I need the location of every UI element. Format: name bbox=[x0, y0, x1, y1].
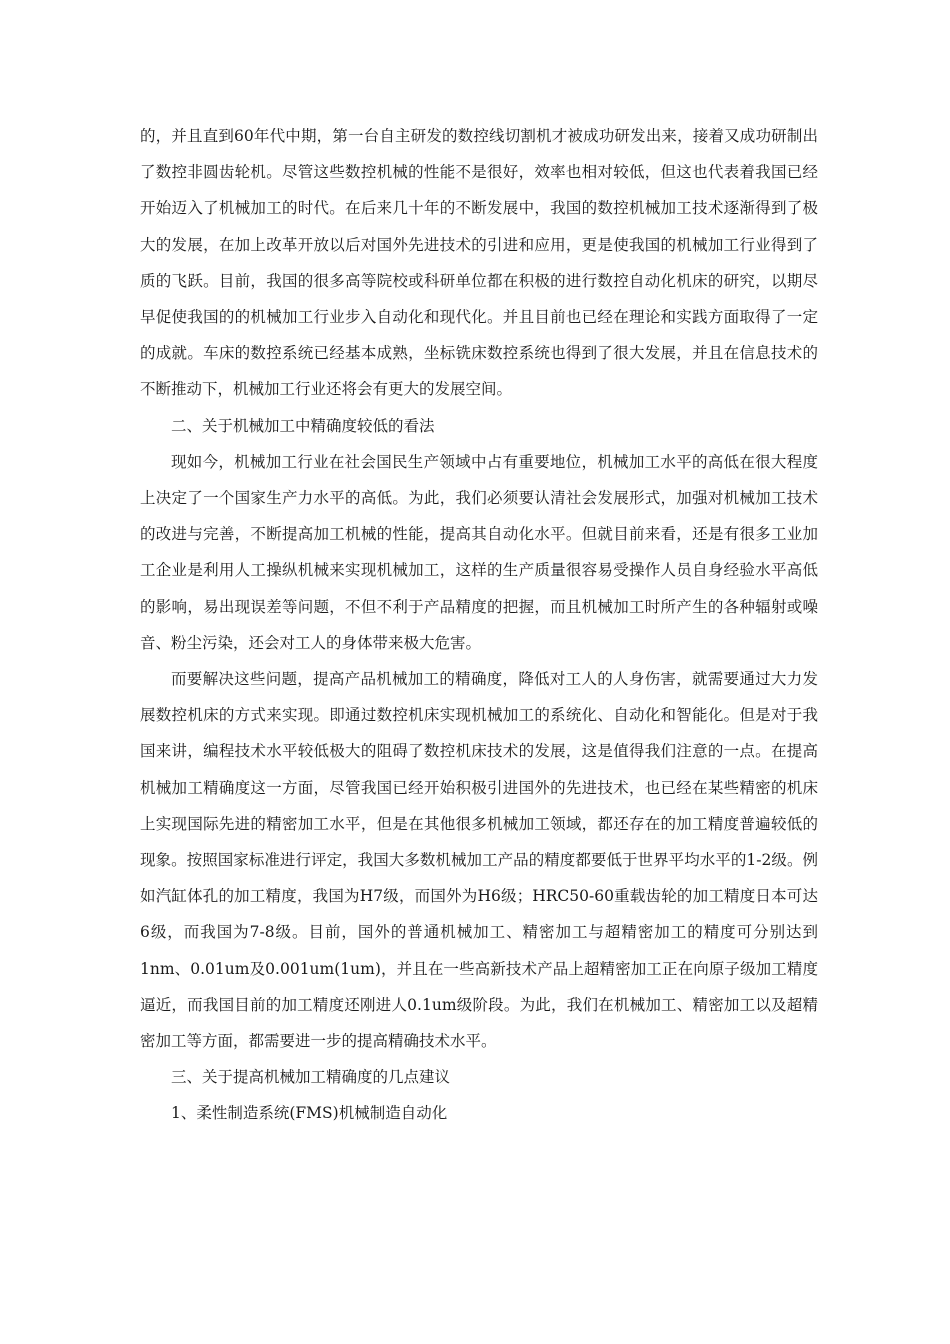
body-paragraph: 的，并且直到60年代中期，第一台自主研发的数控线切割机才被成功研发出来，接着又成功研制出了数控非圆齿轮机。尽管这些数控机械的性能不是很好，效率也相对较低，但这也代表着我国已经开始迈入了机械加工的时代。在后来几十年的不断发展中，我国的数控机械加工技术逐渐得到了极大的发展，在加上改革开放以后对国外先进技术的引进和应用，更是使我国的机械加工行业得到了质的飞跃。目前，我国的很多高等院校或科研单位都在积极的进行数控自动化机床的研究，以期尽早促使我国的的机械加工行业步入自动化和现代化。并且目前也已经在理论和实践方面取得了一定的成就。车床的数控系统已经基本成熟，坐标铣床数控系统也得到了很大发展，并且在信息技术的不断推动下，机械加工行业还将会有更大的发展空间。 bbox=[140, 127, 818, 399]
subsection-heading-1: 1、柔性制造系统(FMS)机械制造自动化 bbox=[171, 1104, 448, 1123]
document-body bbox=[140, 118, 818, 1132]
body-paragraph: 而要解决这些问题，提高产品机械加工的精确度，降低对工人的人身伤害，就需要通过大力发展数控机床的方式来实现。即通过数控机床实现机械加工的系统化、自动化和智能化。但是对于我国来讲，编程技术水平较低极大的阻碍了数控机床技术的发展，这是值得我们注意的一点。在提高机械加工精确度这一方面，尽管我国已经开始积极引进国外的先进技术，也已经在某些精密的机床上实现国际先进的精密加工水平，但是在其他很多机械加工领域，都还存在的加工精度普遍较低的现象。按照国家标准进行评定，我国大多数机械加工产品的精度都要低于世界平均水平的1-2级。例如汽缸体孔的加工精度，我国为H7级，而国外为H6级；HRC50-60重载齿轮的加工精度日本可达6级，而我国为7-8级。目前，国外的普通机械加工、精密加工与超精密加工的精度可分别达到1nm、0.01um及0.001um(1um)，并且在一些高新技术产品上超精密加工正在向原子级加工精度逼近，而我国目前的加工精度还刚进人0.1um级阶段。为此，我们在机械加工、精密加工以及超精密加工等方面，都需要进一步的提高精确技术水平。 bbox=[140, 670, 818, 1051]
body-paragraph: 现如今，机械加工行业在社会国民生产领域中占有重要地位，机械加工水平的高低在很大程度上决定了一个国家生产力水平的高低。为此，我们必须要认清社会发展形式，加强对机械加工技术的改进与完善，不断提高加工机械的性能，提高其自动化水平。但就目前来看，还是有很多工业加工企业是利用人工操纵机械来实现机械加工，这样的生产质量很容易受操作人员自身经验水平高低的影响，易出现误差等问题，不但不利于产品精度的把握，而且机械加工时所产生的各种辐射或噪音、粉尘污染，还会对工人的身体带来极大危害。 bbox=[140, 452, 818, 652]
section-heading-3: 三、关于提高机械加工精确度的几点建议 bbox=[171, 1068, 451, 1087]
section-heading-2: 二、关于机械加工中精确度较低的看法 bbox=[171, 416, 435, 435]
